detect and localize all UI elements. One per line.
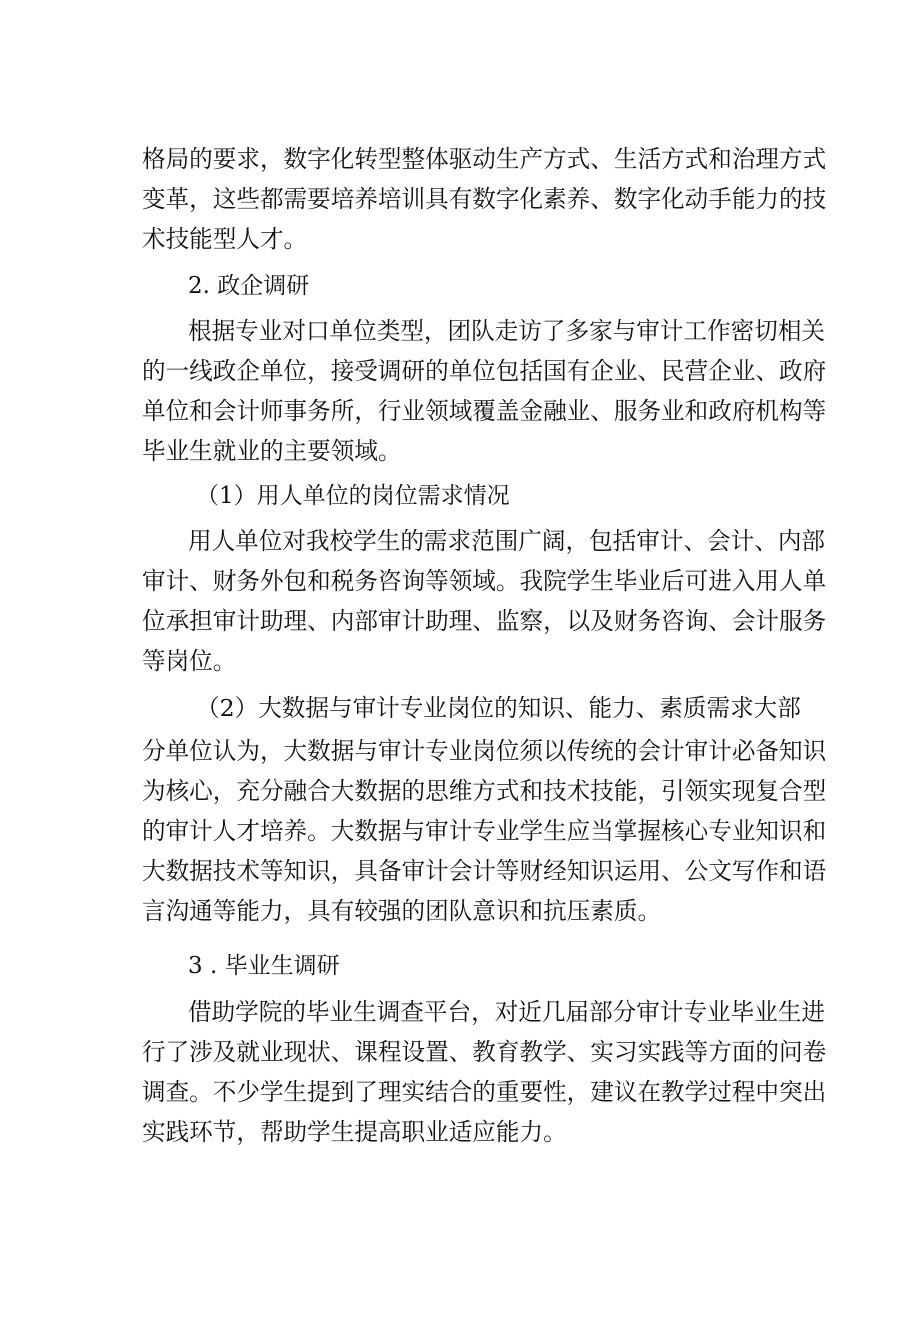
text-line: 单位和会计师事务所，行业领域覆盖金融业、服务业和政府机构等 — [142, 397, 827, 425]
text-line: 格局的要求，数字化转型整体驱动生产方式、生活方式和治理方式 — [142, 145, 827, 173]
subsection-heading: （1）用人单位的岗位需求情况 — [196, 483, 510, 509]
text-line: 大数据技术等知识，具备审计会计等财经知识运用、公文写作和语 — [142, 857, 827, 885]
text-line: 实践环节，帮助学生提高职业适应能力。 — [142, 1118, 567, 1146]
text-line: 根据专业对口单位类型，团队走访了多家与审计工作密切相关 — [188, 317, 826, 345]
text-line: 的一线政企单位，接受调研的单位包括国有企业、民营企业、政府 — [142, 357, 827, 385]
text-line: 的审计人才培养。大数据与审计专业学生应当掌握核心专业知识和 — [142, 817, 827, 845]
text-line: 调查。不少学生提到了理实结合的重要性，建议在教学过程中突出 — [142, 1078, 827, 1106]
text-line: 等岗位。 — [142, 647, 237, 675]
section-heading: 3 . 毕业生调研 — [188, 953, 340, 979]
section-heading: 2. 政企调研 — [188, 273, 310, 299]
text-line: 变革，这些都需要培养培训具有数字化素养、数字化动手能力的技 — [142, 185, 827, 213]
text-line: 审计、财务外包和税务咨询等领域。我院学生毕业后可进入用人单 — [142, 567, 827, 595]
text-line: 用人单位对我校学生的需求范围广阔，包括审计、会计、内部 — [188, 527, 826, 555]
text-line: 行了涉及就业现状、课程设置、教育教学、实习实践等方面的问卷 — [142, 1038, 827, 1066]
text-line: 术技能型人才。 — [142, 225, 308, 253]
text-line: 借助学院的毕业生调查平台，对近几届部分审计专业毕业生进 — [188, 998, 826, 1026]
text-line: 为核心，充分融合大数据的思维方式和技术技能，引领实现复合型 — [142, 777, 827, 805]
subsection-heading: （2）大数据与审计专业岗位的知识、能力、素质需求大部 — [196, 694, 801, 722]
text-line: 位承担审计助理、内部审计助理、监察，以及财务咨询、会计服务 — [142, 607, 827, 635]
text-line: 毕业生就业的主要领域。 — [142, 437, 402, 465]
text-line: 分单位认为，大数据与审计专业岗位须以传统的会计审计必备知识 — [142, 737, 827, 765]
text-line: 言沟通等能力，具有较强的团队意识和抗压素质。 — [142, 897, 662, 925]
